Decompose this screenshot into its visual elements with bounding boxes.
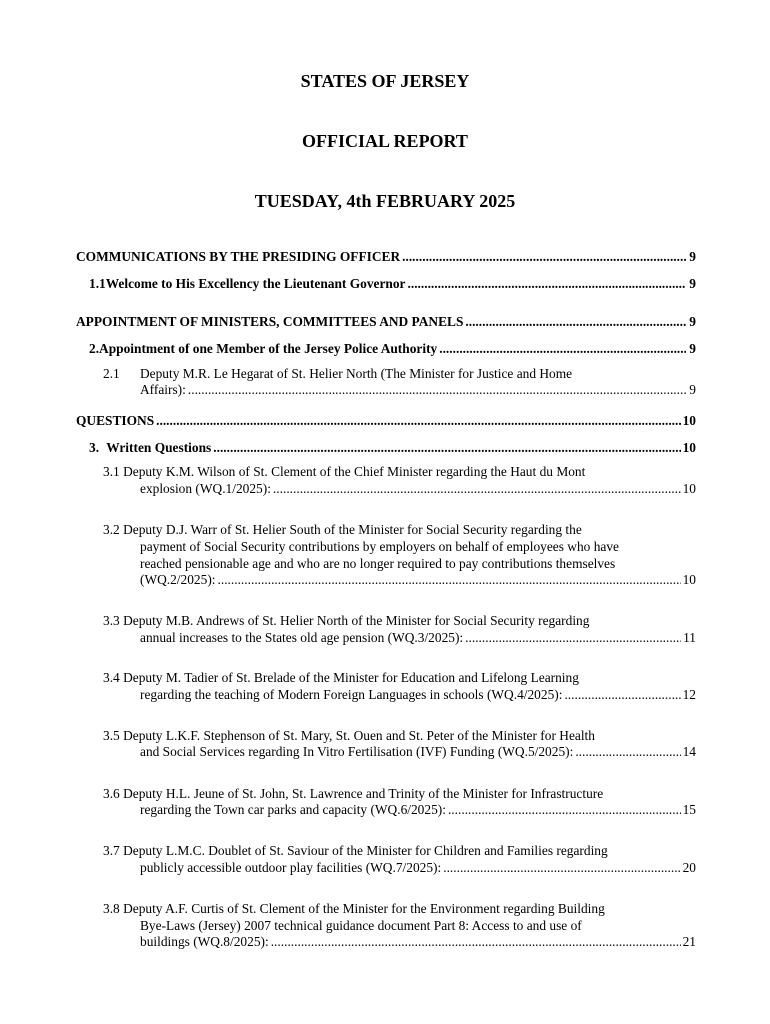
leader-dots <box>564 687 680 703</box>
toc-entry-1-1[interactable] <box>89 276 696 292</box>
question-3-1[interactable] <box>140 481 696 497</box>
toc-page-number: 10 <box>682 572 696 587</box>
question-3-5-line1: 3.5 Deputy L.K.F. Stephenson of St. Mary, St. Ouen and St. Peter of the Minister for Health <box>103 728 595 743</box>
leader-dots <box>465 314 686 330</box>
question-3-2-line1: 3.2 Deputy D.J. Warr of St. Helier South of the Minister for Social Security regarding the <box>103 522 582 537</box>
leader-dots <box>156 413 680 429</box>
question-3-6[interactable] <box>140 802 696 818</box>
toc-entry-2-1[interactable] <box>140 382 696 398</box>
toc-page-number: 12 <box>682 687 696 702</box>
leader-dots <box>408 276 687 292</box>
question-3-3[interactable] <box>140 630 696 646</box>
leader-dots <box>443 860 680 876</box>
question-3-8-line1: 3.8 Deputy A.F. Curtis of St. Clement of the Minister for the Environment regarding Building <box>103 901 605 916</box>
toc-page-number: 9 <box>689 314 696 329</box>
report-subtitle: OFFICIAL REPORT <box>302 131 468 151</box>
toc-entry-2-1-line1: Deputy M.R. Le Hegarat of St. Helier North (The Minister for Justice and Home <box>140 366 573 381</box>
question-3-4[interactable] <box>140 687 696 703</box>
toc-entry-text: Affairs): <box>140 382 186 397</box>
toc-entry-text: Appointment of one Member of the Jersey Police Authority <box>99 341 438 356</box>
leader-dots <box>271 934 681 950</box>
toc-entry-text: regarding the Town car parks and capacity (WQ.6/2025): <box>140 802 446 817</box>
toc-page-number: 11 <box>683 630 696 645</box>
toc-entry-number: 2. <box>89 341 100 356</box>
toc-entry-text: annual increases to the States old age pension (WQ.3/2025): <box>140 630 464 645</box>
toc-entry-text: regarding the teaching of Modern Foreign Languages in schools (WQ.4/2025): <box>140 687 563 702</box>
toc-entry-2[interactable] <box>89 341 696 357</box>
toc-entry-text: QUESTIONS <box>76 413 155 428</box>
leader-dots <box>213 440 680 456</box>
toc-entry-text: explosion (WQ.1/2025): <box>140 481 271 496</box>
question-3-8[interactable] <box>140 934 696 950</box>
toc-entry-questions[interactable] <box>76 413 696 429</box>
toc-page-number: 10 <box>682 413 696 428</box>
toc-entry-text: Welcome to His Excellency the Lieutenant Governor <box>105 276 406 291</box>
toc-entry-number: 1.1 <box>89 276 106 291</box>
toc-entry-text: COMMUNICATIONS BY THE PRESIDING OFFICER <box>76 249 401 264</box>
leader-dots <box>439 341 686 357</box>
question-3-4-line1: 3.4 Deputy M. Tadier of St. Brelade of the Minister for Education and Lifelong Learning <box>103 670 579 685</box>
toc-page-number: 9 <box>689 249 696 264</box>
toc-page-number: 9 <box>689 341 696 356</box>
toc-entry-text: APPOINTMENT OF MINISTERS, COMMITTEES AND PANELS <box>76 314 464 329</box>
toc-page-number: 9 <box>689 276 696 291</box>
question-3-5[interactable] <box>140 744 696 760</box>
question-3-6-line1: 3.6 Deputy H.L. Jeune of St. John, St. Lawrence and Trinity of the Minister for Infrastructure <box>103 786 604 801</box>
leader-dots <box>575 744 680 760</box>
question-3-7-line1: 3.7 Deputy L.M.C. Doublet of St. Saviour of the Minister for Children and Families regarding <box>103 843 608 858</box>
question-3-8-line2: Bye-Laws (Jersey) 2007 technical guidance document Part 8: Access to and use of <box>140 918 582 933</box>
question-3-1-line1: 3.1 Deputy K.M. Wilson of St. Clement of the Chief Minister regarding the Haut du Mont <box>103 464 586 479</box>
question-3-2-line2: payment of Social Security contributions by employers on behalf of employees who have <box>140 539 619 554</box>
question-3-7[interactable] <box>140 860 696 876</box>
leader-dots <box>448 802 681 818</box>
toc-entry-number: 3. <box>89 440 100 455</box>
question-3-2-line3: reached pensionable age and who are no longer required to pay contributions themselves <box>140 556 616 571</box>
toc-page-number: 14 <box>682 744 696 759</box>
toc-page-number: 20 <box>682 860 696 875</box>
toc-entry-appointments[interactable] <box>76 314 696 330</box>
report-date: TUESDAY, 4th FEBRUARY 2025 <box>254 191 516 211</box>
leader-dots <box>218 572 681 588</box>
leader-dots <box>188 382 686 398</box>
toc-page-number: 10 <box>682 440 696 455</box>
leader-dots <box>465 630 681 646</box>
toc-page-number: 15 <box>682 802 696 817</box>
toc-entry-text: buildings (WQ.8/2025): <box>140 934 269 949</box>
toc-entry-text: and Social Services regarding In Vitro Fertilisation (IVF) Funding (WQ.5/2025): <box>140 744 574 759</box>
leader-dots <box>273 481 681 497</box>
toc-entry-text: publicly accessible outdoor play facilities (WQ.7/2025): <box>140 860 442 875</box>
leader-dots <box>402 249 686 265</box>
document-title: STATES OF JERSEY <box>300 71 470 91</box>
toc-entry-communications[interactable] <box>76 249 696 265</box>
question-3-2[interactable] <box>140 572 696 588</box>
toc-entry-text: Written Questions <box>106 440 212 455</box>
toc-page-number: 10 <box>682 481 696 496</box>
toc-entry-3[interactable] <box>89 440 696 456</box>
toc-entry-text: (WQ.2/2025): <box>140 572 216 587</box>
toc-entry-2-1-number: 2.1 <box>103 366 120 381</box>
question-3-3-line1: 3.3 Deputy M.B. Andrews of St. Helier North of the Minister for Social Security regarding <box>103 613 590 628</box>
toc-page-number: 21 <box>682 934 696 949</box>
toc-page-number: 9 <box>689 382 696 397</box>
